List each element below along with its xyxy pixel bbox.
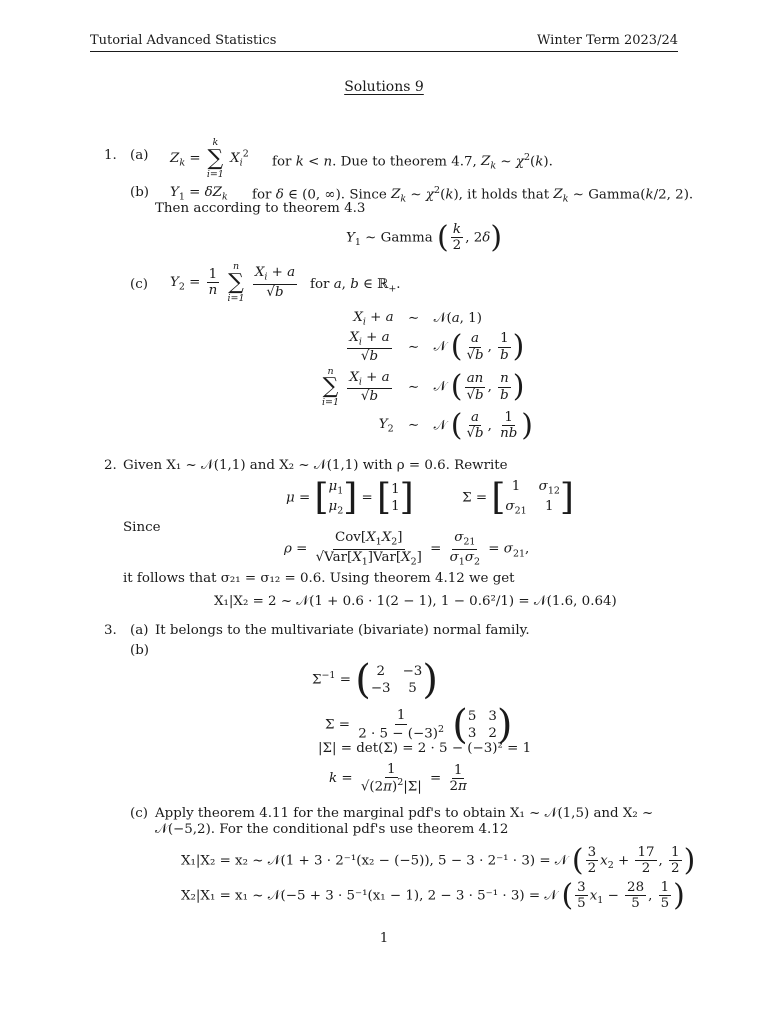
problem-2-number: 2. — [104, 458, 117, 473]
problem-3-number: 3. — [104, 623, 117, 638]
problem-3a-text: It belongs to the multivariate (bivariate) normal family. — [155, 623, 530, 638]
problem-3a-label: (a) — [130, 623, 149, 638]
problem-3c-text1: Apply theorem 4.11 for the marginal pdf's to obtain X₁ ~ 𝒩(1,5) and X₂ ~ — [155, 806, 654, 821]
problem-2-mean-cov: μ = [ $\mu_1$ $\mu_2$ ] = [ 1 1 ] Σ = [ 1 $\sigma_{12}$ $\sigma_{21}$ 1 ] — [286, 477, 574, 519]
header-term: Winter Term 2023/24 — [537, 33, 678, 48]
problem-1b-text2: Then according to theorem 4.3 — [155, 201, 366, 216]
problem-1a-label: (a) — [130, 148, 149, 163]
header-course-title: Tutorial Advanced Statistics — [90, 33, 277, 48]
problem-1b-text: for δ ∈ (0, ∞). Since $Z_k$ ∼ $\chi^2(k)$, it holds that $Z_k$ ∼ Gamma(k/2, 2). — [252, 185, 694, 206]
problem-1c-derivation: $X_i + a$ ∼ 𝒩(a, 1) $\frac{X_i + a}{√b}$ ∼ 𝒩 ( $\frac{a}{√b}$ , $\frac{1}{b}$ ) n ∑ i=1 $\frac{X_i + a}{√b}$ ∼ 𝒩 ( $\frac{an}{√b}$ , $\frac{n}{b}$ ) $Y_2$ ∼ 𝒩 ( $\frac{a}{√b}$ , $\frac{1}{nb}$ ) — [322, 310, 533, 443]
problem-2-since: Since — [123, 520, 161, 535]
page-header — [90, 33, 678, 52]
problem-3b-inverse: $\Sigma^{-1}$ = ( 2 −3 −3 5 ) — [312, 657, 438, 703]
problem-3c-label: (c) — [130, 806, 148, 821]
problem-3c-cond1: X₁|X₂ = x₂ ~ 𝒩(1 + 3 · 2⁻¹(x₂ − (−5)), 5 − 3 · 2⁻¹ · 3) = 𝒩 ( $\frac{3}{2}$ $x_2$ + $\frac{17}{2}$ , $\frac{1}{2}$ ) — [181, 842, 696, 878]
page-number: 1 — [379, 931, 389, 946]
problem-2-follows: it follows that σ₂₁ = σ₁₂ = 0.6. Using theorem 4.12 we get — [123, 571, 515, 586]
problem-1b-formula: $Y_1 = \delta Z_k$ — [170, 185, 228, 203]
problem-1c-formula: $Y_2$ = $\frac{1}{n}$ n ∑ i=1 $\frac{X_i + a}{√b}$ — [170, 261, 296, 304]
problem-1a-text: for k < n. Due to theorem 4.7, $Z_k$ ∼ $\chi^2(k)$. — [272, 152, 553, 173]
problem-1a-formula: $Z_k$ = k ∑ i=1 $X_i^2$ — [170, 137, 249, 180]
problem-1-number: 1. — [104, 148, 117, 163]
page-title: Solutions 9 — [344, 79, 424, 95]
problem-2-result: X₁|X₂ = 2 ~ 𝒩(1 + 0.6 · 1(2 − 1), 1 − 0.6²/1) = 𝒩(1.6, 0.64) — [214, 594, 617, 609]
problem-3b-label: (b) — [130, 643, 150, 658]
problem-3c-text2: 𝒩(−5,2). For the conditional pdf's use theorem 4.12 — [155, 822, 509, 837]
problem-3b-k: k = $\frac{1}{√(2\pi)^2|\Sigma|}$ = $\frac{1}{2\pi}$ — [329, 762, 467, 795]
problem-1b-label: (b) — [130, 185, 150, 200]
problem-2-rho: ρ = $\frac{Cov[X_1X_2]}{√Var[X_1]Var[X_2]}$ = $\frac{\sigma_{21}}{\sigma_1\sigma_2}$ = $\sigma_{21}$, — [284, 530, 530, 568]
problem-3b-sigma: Σ = $\frac{1}{2 \cdot 5 - (-3)^2}$ ( 5 3 3 2 ) — [325, 702, 513, 748]
problem-3c-cond2: X₂|X₁ = x₁ ~ 𝒩(−5 + 3 · 5⁻¹(x₁ − 1), 2 − 3 · 5⁻¹ · 3) = 𝒩 ( $\frac{3}{5}$ $x_1$ − $\frac{28}{5}$ , $\frac{1}{5}$ ) — [181, 877, 685, 913]
problem-1c-text: for a, b ∈ ℝ$_+$. — [310, 277, 401, 295]
problem-1c-label: (c) — [130, 277, 148, 292]
problem-3b-det: |Σ| = det(Σ) = 2 · 5 − (−3)² = 1 — [318, 741, 532, 756]
problem-1b-result: $Y_1$ ∼ Gamma ( $\frac{k}{2}$ , 2δ) — [346, 219, 503, 255]
problem-2-intro: Given X₁ ~ 𝒩(1,1) and X₂ ~ 𝒩(1,1) with ρ = 0.6. Rewrite — [123, 458, 508, 473]
